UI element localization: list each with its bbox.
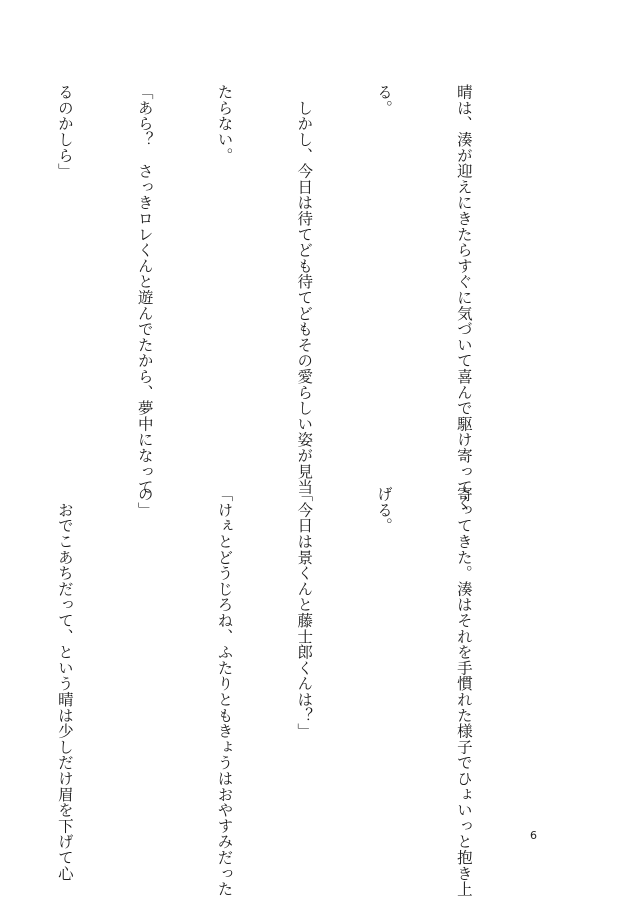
text-line: 「けぇとどうじろね、ふたりともきょうはおやすみだった [215, 486, 234, 897]
text-line: 「今日は景くんと藤士郎くんは？」 [295, 486, 314, 739]
text-line: 寄ってきた。湊はそれを手慣れた様子でひょいっと抱き上 [454, 486, 473, 897]
lower-text-block [55, 486, 530, 897]
text-line: る。 [375, 84, 394, 116]
text-line: おでこあちだって、という晴は少しだけ眉を下げて心 [55, 486, 74, 881]
text-line: の」 [135, 486, 154, 518]
text-line: たらない。 [215, 84, 234, 163]
text-line: しかし、今日は待てども待てどもその愛らしい姿が見当 [295, 84, 314, 495]
text-line: げる。 [375, 486, 394, 534]
text-line: 「あら？ さっきロレくんと遊んでたから、夢中になって [135, 84, 154, 495]
page-number: 6 [530, 829, 537, 842]
text-line: 晴は、湊が迎えにきたらすぐに気づいて喜んで駆け寄ってく [454, 84, 473, 511]
text-line: るのかしら」 [55, 84, 74, 179]
